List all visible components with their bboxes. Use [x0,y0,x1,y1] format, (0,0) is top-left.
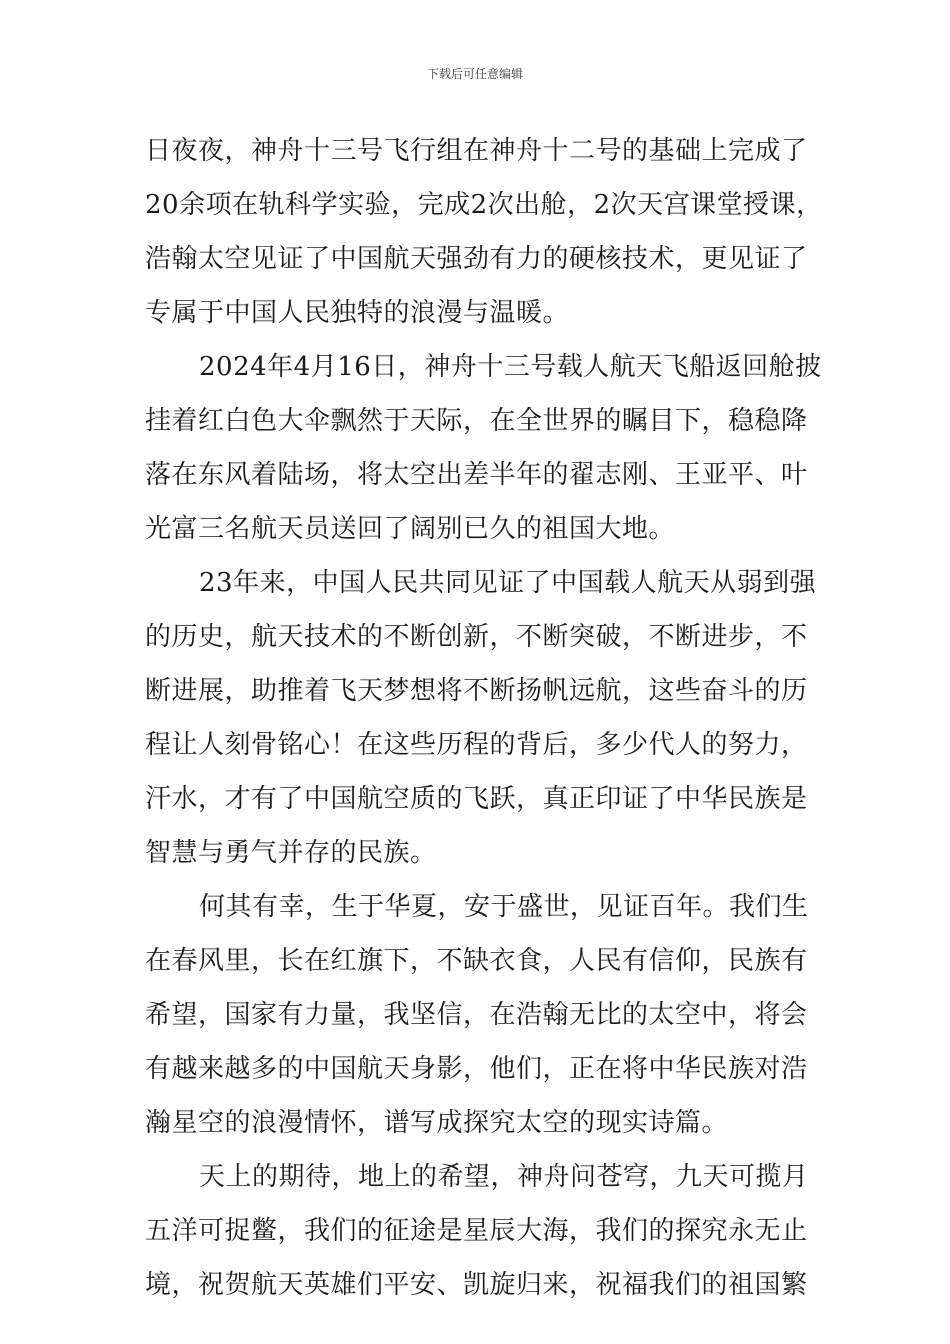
text-line: 智慧与勇气并存的民族。 [145,838,437,868]
text-line: 23年来，中国人民共同见证了中国载人航天从弱到强 [199,568,817,598]
text-line: 天上的期待，地上的希望，神舟问苍穹，九天可揽月 [199,1162,809,1192]
text-line: 挂着红白色大伞飘然于天际，在全世界的瞩目下，稳稳降 [145,406,808,436]
text-line: 20余项在轨科学实验，完成2次出舱，2次天宫课堂授课， [145,190,823,220]
text-line: 五洋可捉鳖，我们的征途是星辰大海，我们的探究永无止 [145,1216,808,1246]
text-line: 境，祝贺航天英雄们平安、凯旋归来，祝福我们的祖国繁 [145,1270,808,1300]
text-line: 有越来越多的中国航天身影，他们，正在将中华民族对浩 [145,1054,808,1084]
text-line: 落在东风着陆场，将太空出差半年的翟志刚、王亚平、叶 [145,460,808,490]
text-line: 专属于中国人民独特的浪漫与温暖。 [145,298,570,328]
text-line: 何其有幸，生于华夏，安于盛世，见证百年。我们生 [199,892,809,922]
text-line: 程让人刻骨铭心！在这些历程的背后，多少代人的努力， [145,730,808,760]
text-line: 光富三名航天员送回了阔别已久的祖国大地。 [145,514,676,544]
text-line: 断进展，助推着飞天梦想将不断扬帆远航，这些奋斗的历 [145,676,808,706]
text-line: 的历史，航天技术的不断创新，不断突破，不断进步，不 [145,622,808,652]
text-line: 瀚星空的浪漫情怀，谱写成探究太空的现实诗篇。 [145,1108,729,1138]
text-line: 日夜夜，神舟十三号飞行组在神舟十二号的基础上完成了 [145,136,808,166]
text-line: 希望，国家有力量，我坚信，在浩翰无比的太空中，将会 [145,1000,808,1030]
document-body [145,124,823,1312]
text-line: 在春风里，长在红旗下，不缺衣食，人民有信仰，民族有 [145,946,808,976]
text-line: 汗水，才有了中国航空质的飞跃，真正印证了中华民族是 [145,784,808,814]
page-header-note: 下载后可任意编辑 [426,67,523,81]
text-line: 浩翰太空见证了中国航天强劲有力的硬核技术，更见证了 [145,244,808,274]
text-line: 2024年4月16日，神舟十三号载人航天飞船返回舱披 [199,352,822,382]
